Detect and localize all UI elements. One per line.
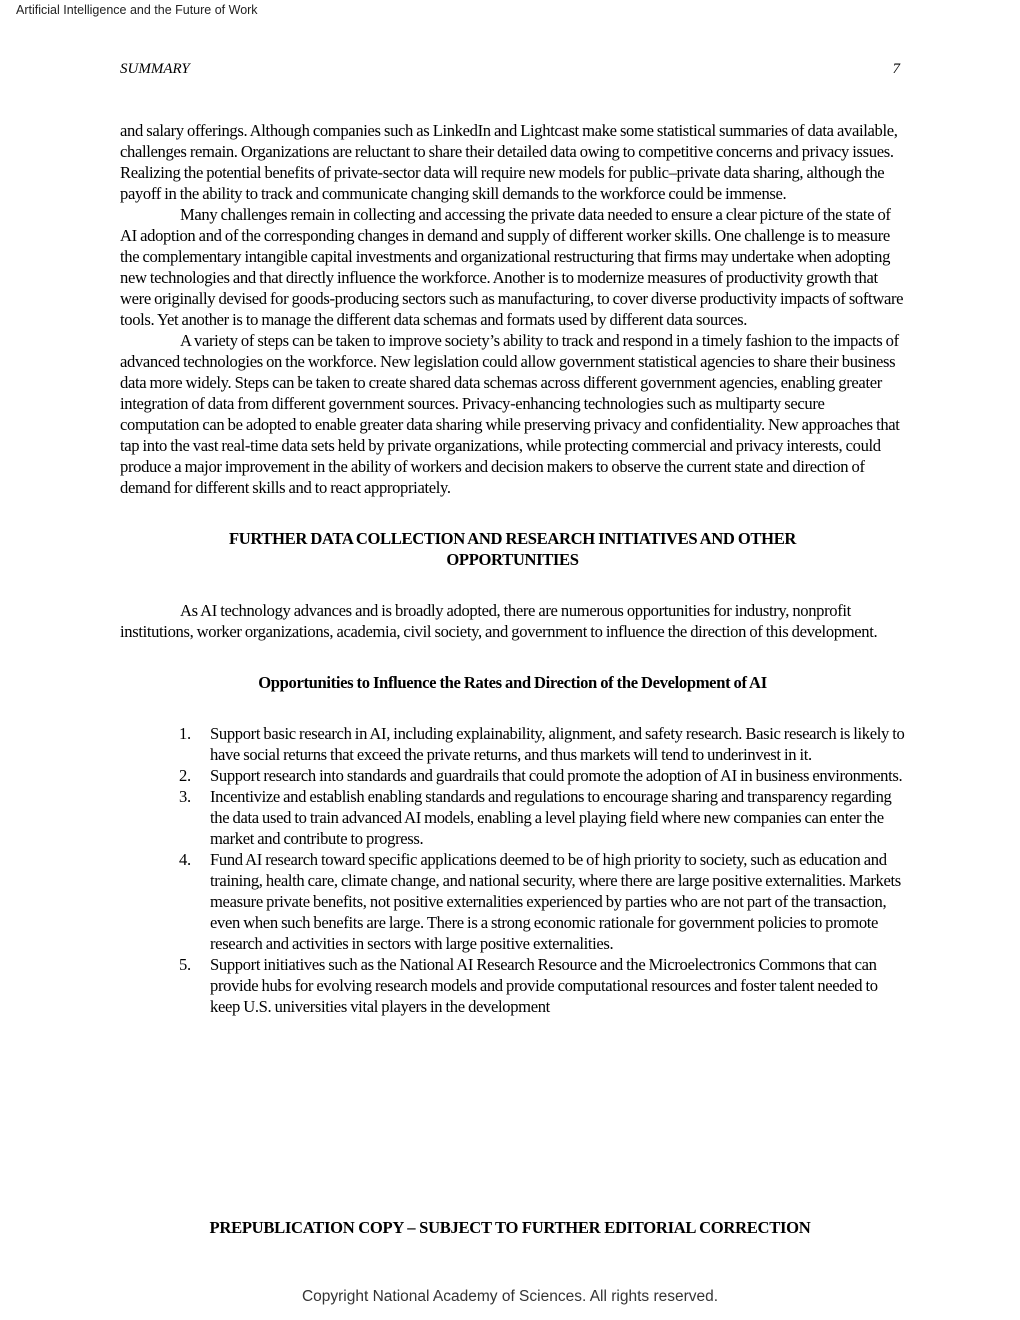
list-item (120, 849, 905, 954)
list-item-text: Support initiatives such as the National AI Research Resource and the Microelectronics Commons that can provide hubs for evolving research models and provide computational resources and foster talent needed to keep U.S. universities vital players in the development (210, 955, 878, 1016)
section-heading: FURTHER DATA COLLECTION AND RESEARCH INITIATIVES AND OTHER OPPORTUNITIES (228, 529, 797, 569)
list-item (120, 723, 905, 765)
subsection-heading: Opportunities to Influence the Rates and Direction of the Development of AI (258, 673, 767, 692)
prepublication-notice: PREPUBLICATION COPY – SUBJECT TO FURTHER EDITORIAL CORRECTION (209, 1218, 811, 1237)
list-number: 5. (179, 955, 191, 974)
paragraph: and salary offerings. Although companies such as LinkedIn and Lightcast make some statistical summaries of data available, challenges remain. Organizations are reluctant to share their detailed data owing to competitive concerns and privacy issues. Realizing the potential benefits of private-sector data will require new models for public–private data sharing, although the payoff in the ability to track and communicate changing skill demands to the workforce could be immense. (120, 121, 898, 203)
list-item (120, 786, 905, 849)
list-item-text: Incentivize and establish enabling standards and regulations to encourage sharing and transparency regarding the data used to train advanced AI models, enabling a level playing field where new companies can enter the market and contribute to progress. (210, 787, 892, 848)
opportunities-list (120, 723, 905, 1017)
list-item-text: Support basic research in AI, including explainability, alignment, and safety research. Basic research is likely to have social returns that exceed the private returns, and thus markets will tend to underinvest in it. (210, 724, 905, 764)
list-item-text: Support research into standards and guardrails that could promote the adoption of AI in business environments. (210, 766, 903, 785)
section-intro-paragraph: As AI technology advances and is broadly adopted, there are numerous opportunities for industry, nonprofit institutions, worker organizations, academia, civil society, and government to influence the direction of this development. (120, 601, 878, 641)
list-number: 2. (179, 766, 191, 785)
running-head (120, 61, 900, 78)
paragraph: Many challenges remain in collecting and accessing the private data needed to ensure a clear picture of the state of AI adoption and of the corresponding changes in demand and supply of different worker skills. One challenge is to measure the complementary intangible capital investments and organizational restructuring that firms may undertake when adopting new technologies and that directly influence the workforce. Another is to modernize measures of productivity growth that were originally devised for goods-producing sectors such as manufacturing, to cover diverse productivity impacts of software tools. Yet another is to manage the different data schemas and formats used by different data sources. (120, 205, 904, 329)
list-number: 4. (179, 850, 191, 869)
document-title: Artificial Intelligence and the Future of Work (16, 3, 258, 17)
list-item-text: Fund AI research toward specific applications deemed to be of high priority to society, such as education and training, health care, climate change, and national security, where there are large positive externalities. Markets measure private benefits, not positive externalities experienced by parties who are not part of the transaction, even when such benefits are large. There is a strong economic rationale for government policies to promote research and activities in sectors with large positive externalities. (210, 850, 901, 953)
running-head-title: SUMMARY (120, 61, 190, 77)
body-text (120, 120, 905, 1017)
list-item (120, 954, 905, 1017)
list-number: 1. (179, 724, 191, 743)
page-number: 7 (892, 61, 900, 77)
copyright-notice: Copyright National Academy of Sciences. All rights reserved. (301, 1288, 719, 1305)
list-number: 3. (179, 787, 191, 806)
list-item (120, 765, 905, 786)
paragraph: A variety of steps can be taken to improve society’s ability to track and respond in a timely fashion to the impacts of advanced technologies on the workforce. New legislation could allow government statistical agencies to share their business data more widely. Steps can be taken to create shared data schemas across different government agencies, enabling greater integration of data from different government sources. Privacy-enhancing technologies such as multiparty secure computation can be adopted to enable greater data sharing while preserving privacy and confidentiality. New approaches that tap into the vast real-time data sets held by private organizations, while protecting commercial and privacy interests, could produce a major improvement in the ability of workers and decision makers to observe the current state and direction of demand for different skills and to react appropriately. (120, 331, 900, 497)
